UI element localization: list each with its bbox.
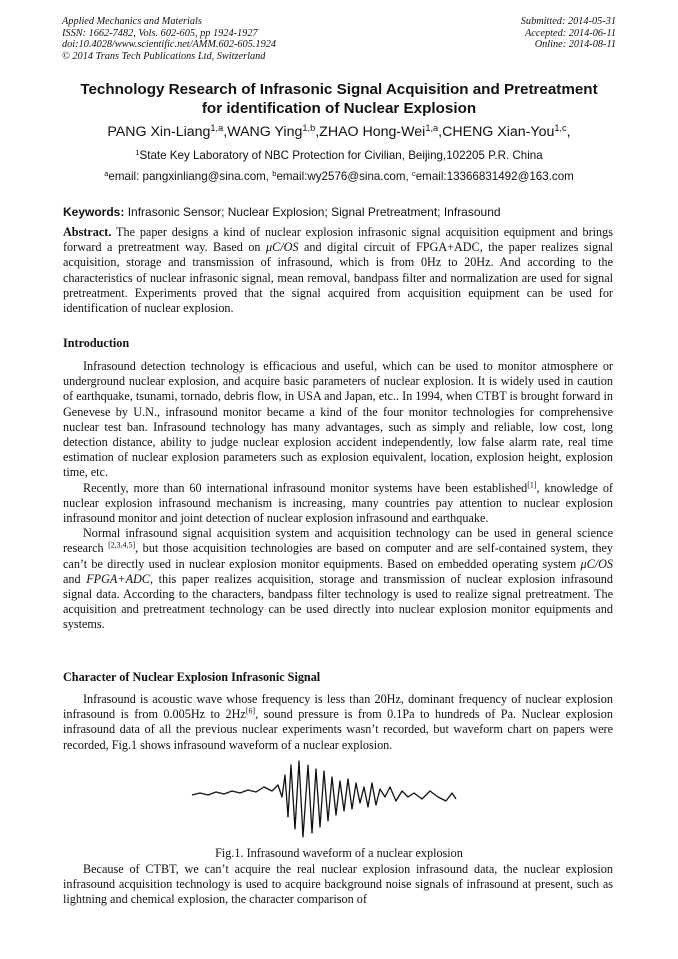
affiliation (30, 149, 648, 163)
author-affiliation-mark: 1,a (210, 122, 224, 133)
journal-name: Applied Mechanics and Materials (62, 16, 202, 27)
online-date: Online: 2014-08-11 (534, 39, 616, 51)
text-run: and (63, 571, 87, 586)
journal-doi: doi:10.4028/www.scientific.net/AMM.602-605.1924 (62, 39, 277, 51)
italic-term: FPGA+ADC (86, 571, 150, 586)
keywords-label: Keywords: (63, 205, 125, 219)
abstract-paragraph (63, 225, 613, 316)
italic-term: μC/OS (580, 556, 613, 571)
abstract (63, 225, 613, 316)
affiliation-text: State Key Laboratory of NBC Protection for Civilian, Beijing,102205 P.R. China (139, 149, 543, 162)
text-run: , but those acquisition technologies are based on computer and are self-contained system, they can’t be directly used in nuclear explosion monitor equipments. Based on embedded operating system (63, 541, 614, 571)
body-paragraph (63, 862, 613, 908)
email-mark: c (411, 168, 416, 178)
text-run: The paper designs a kind of nuclear explosion infrasonic signal acquisition equipment and brings forward a pretreatment way. Based on (63, 225, 613, 255)
author-name: PANG Xin-Liang (107, 124, 211, 140)
journal-copyright: © 2014 Trans Tech Publications Ltd, Switzerland (62, 50, 266, 62)
abstract-text (63, 225, 613, 315)
journal-issn: ISSN: 1662-7482, Vols. 602-605, pp 1924-1927 (62, 27, 258, 39)
accepted-date: Accepted: 2014-06-11 (524, 27, 616, 39)
author-name: ZHAO Hong-Wei (319, 124, 426, 140)
section-heading-character: Character of Nuclear Explosion Infrasonic Signal (63, 670, 321, 684)
section-heading-introduction: Introduction (63, 336, 130, 350)
author-name: WANG Ying (227, 124, 303, 140)
keywords-text: Infrasonic Sensor; Nuclear Explosion; Signal Pretreatment; Infrasound (124, 205, 501, 219)
dates-header (521, 16, 616, 51)
body-paragraph (63, 526, 613, 632)
author-emails (30, 170, 648, 184)
body-paragraph (63, 481, 613, 527)
author-name: CHENG Xian-You (442, 124, 555, 140)
text-run: Because of CTBT, we can’t acquire the real nuclear explosion infrasound data, the nuclear explosion infrasound acquisition technology is used to acquire background noise signals of infrasound at present, such as lightning and chemical explosion, the character comparison of (63, 862, 613, 907)
post-figure-body (63, 862, 613, 908)
affiliation-mark: 1 (135, 147, 140, 157)
italic-term: μC/OS (266, 240, 299, 255)
body-paragraph (63, 692, 613, 753)
keywords (63, 205, 623, 220)
author-list: PANG Xin-Liang$^{1,a}$,WANG Ying$^{1,b}$,ZHAO Hong-Wei$^{1,a}$,CHENG Xian-You$^{1,c}$, (107, 122, 571, 140)
text-run: Infrasound is acoustic wave whose frequency is less than 20Hz, dominant frequency of nuclear explosion infrasound is from 0.005Hz to 2Hz (63, 692, 613, 722)
journal-header (62, 16, 276, 62)
text-run: Recently, more than 60 international infrasound monitor systems have been established (83, 480, 528, 495)
email-text: email:wy2576@sina.com, (276, 170, 412, 183)
character-body (63, 692, 613, 753)
text-run: , this paper realizes acquisition, storage and transmission of nuclear explosion infrasound signal data. According to the characters, bandpass filter technology is used to realize signal pretreatment. The acquisition and pretreatment technology can be used directly into nuclear explosion monitor equipments and systems. (63, 571, 613, 632)
body-paragraph (63, 359, 613, 481)
paper-title-line-2: for identification of Nuclear Explosion (201, 100, 477, 117)
submitted-date: Submitted: 2014-05-31 (520, 16, 616, 27)
citation-ref: [1] (527, 480, 537, 490)
author-affiliation-mark: 1,b (302, 122, 316, 133)
text-run: , knowledge of nuclear explosion infrasound mechanism is increasing, many countries pay attention to nuclear explosion infrasound monitor and joint detection of nuclear explosion infrasound and earthquake. (63, 480, 613, 526)
paper-title-line-1: Technology Research of Infrasonic Signal Acquisition and Pretreatment (80, 81, 598, 98)
email-mark: a (104, 168, 109, 178)
introduction-body (63, 359, 613, 633)
waveform-trace (192, 761, 456, 837)
citation-ref: [2,3,4,5] (108, 541, 136, 551)
email-text: email:13366831492@163.com (415, 170, 574, 183)
abstract-label: Abstract. (63, 225, 112, 239)
text-run: and digital circuit of FPGA+ADC, the paper realizes signal acquisition, storage and transmission of infrasound, which is from 0Hz to 20Hz. And according to the characteristics of nuclear infrasonic signal, mean removal, bandpass filter and normalization are used for signal pretreatment. Experiments proved that the signal acquired from acquisition equipment can be used for identification of nuclear explosion. (63, 240, 613, 316)
author-affiliation-mark: 1,c (554, 122, 567, 133)
figure-caption: Fig.1. Infrasound waveform of a nuclear explosion (215, 846, 463, 860)
author-affiliation-mark: 1,a (425, 122, 439, 133)
infrasound-waveform-figure (190, 757, 490, 845)
email-mark: b (272, 168, 277, 178)
paper-title (40, 80, 638, 118)
text-run: Normal infrasound signal acquisition system and acquisition technology can be used in general science research (63, 526, 613, 556)
text-run: Infrasound detection technology is efficacious and useful, which can be used to monitor atmosphere or underground nuclear explosion, and acquire basic parameters of nuclear explosion. It is widely used in caution of earthquake, tsunami, tornado, debris flow, in USA and Japan, etc.. In 1994, when CTBT is brought forward in Genevese by U.N., infrasound monitor became a kind of the four monitor technologies for comprehensive nuclear test ban. Infrasound technology has many advantages, such as simply and reliable, low cost, long detection distance, ability to judge nuclear explosion accident independently, low false alarm rate, real time estimation of nuclear explosion parameters such as explosion equivalent, location, explosion height, explosion time, etc. (63, 359, 613, 480)
email-text: email: pangxinliang@sina.com, (108, 170, 273, 183)
citation-ref: [6] (245, 706, 256, 716)
text-run: , sound pressure is from 0.1Pa to hundreds of Pa. Nuclear explosion infrasound data of all the previous nuclear experiments wasn’t recorded, but waveform chart on papers were recorded, Fig.1 shows infrasound waveform of a nuclear explosion. (63, 707, 613, 752)
